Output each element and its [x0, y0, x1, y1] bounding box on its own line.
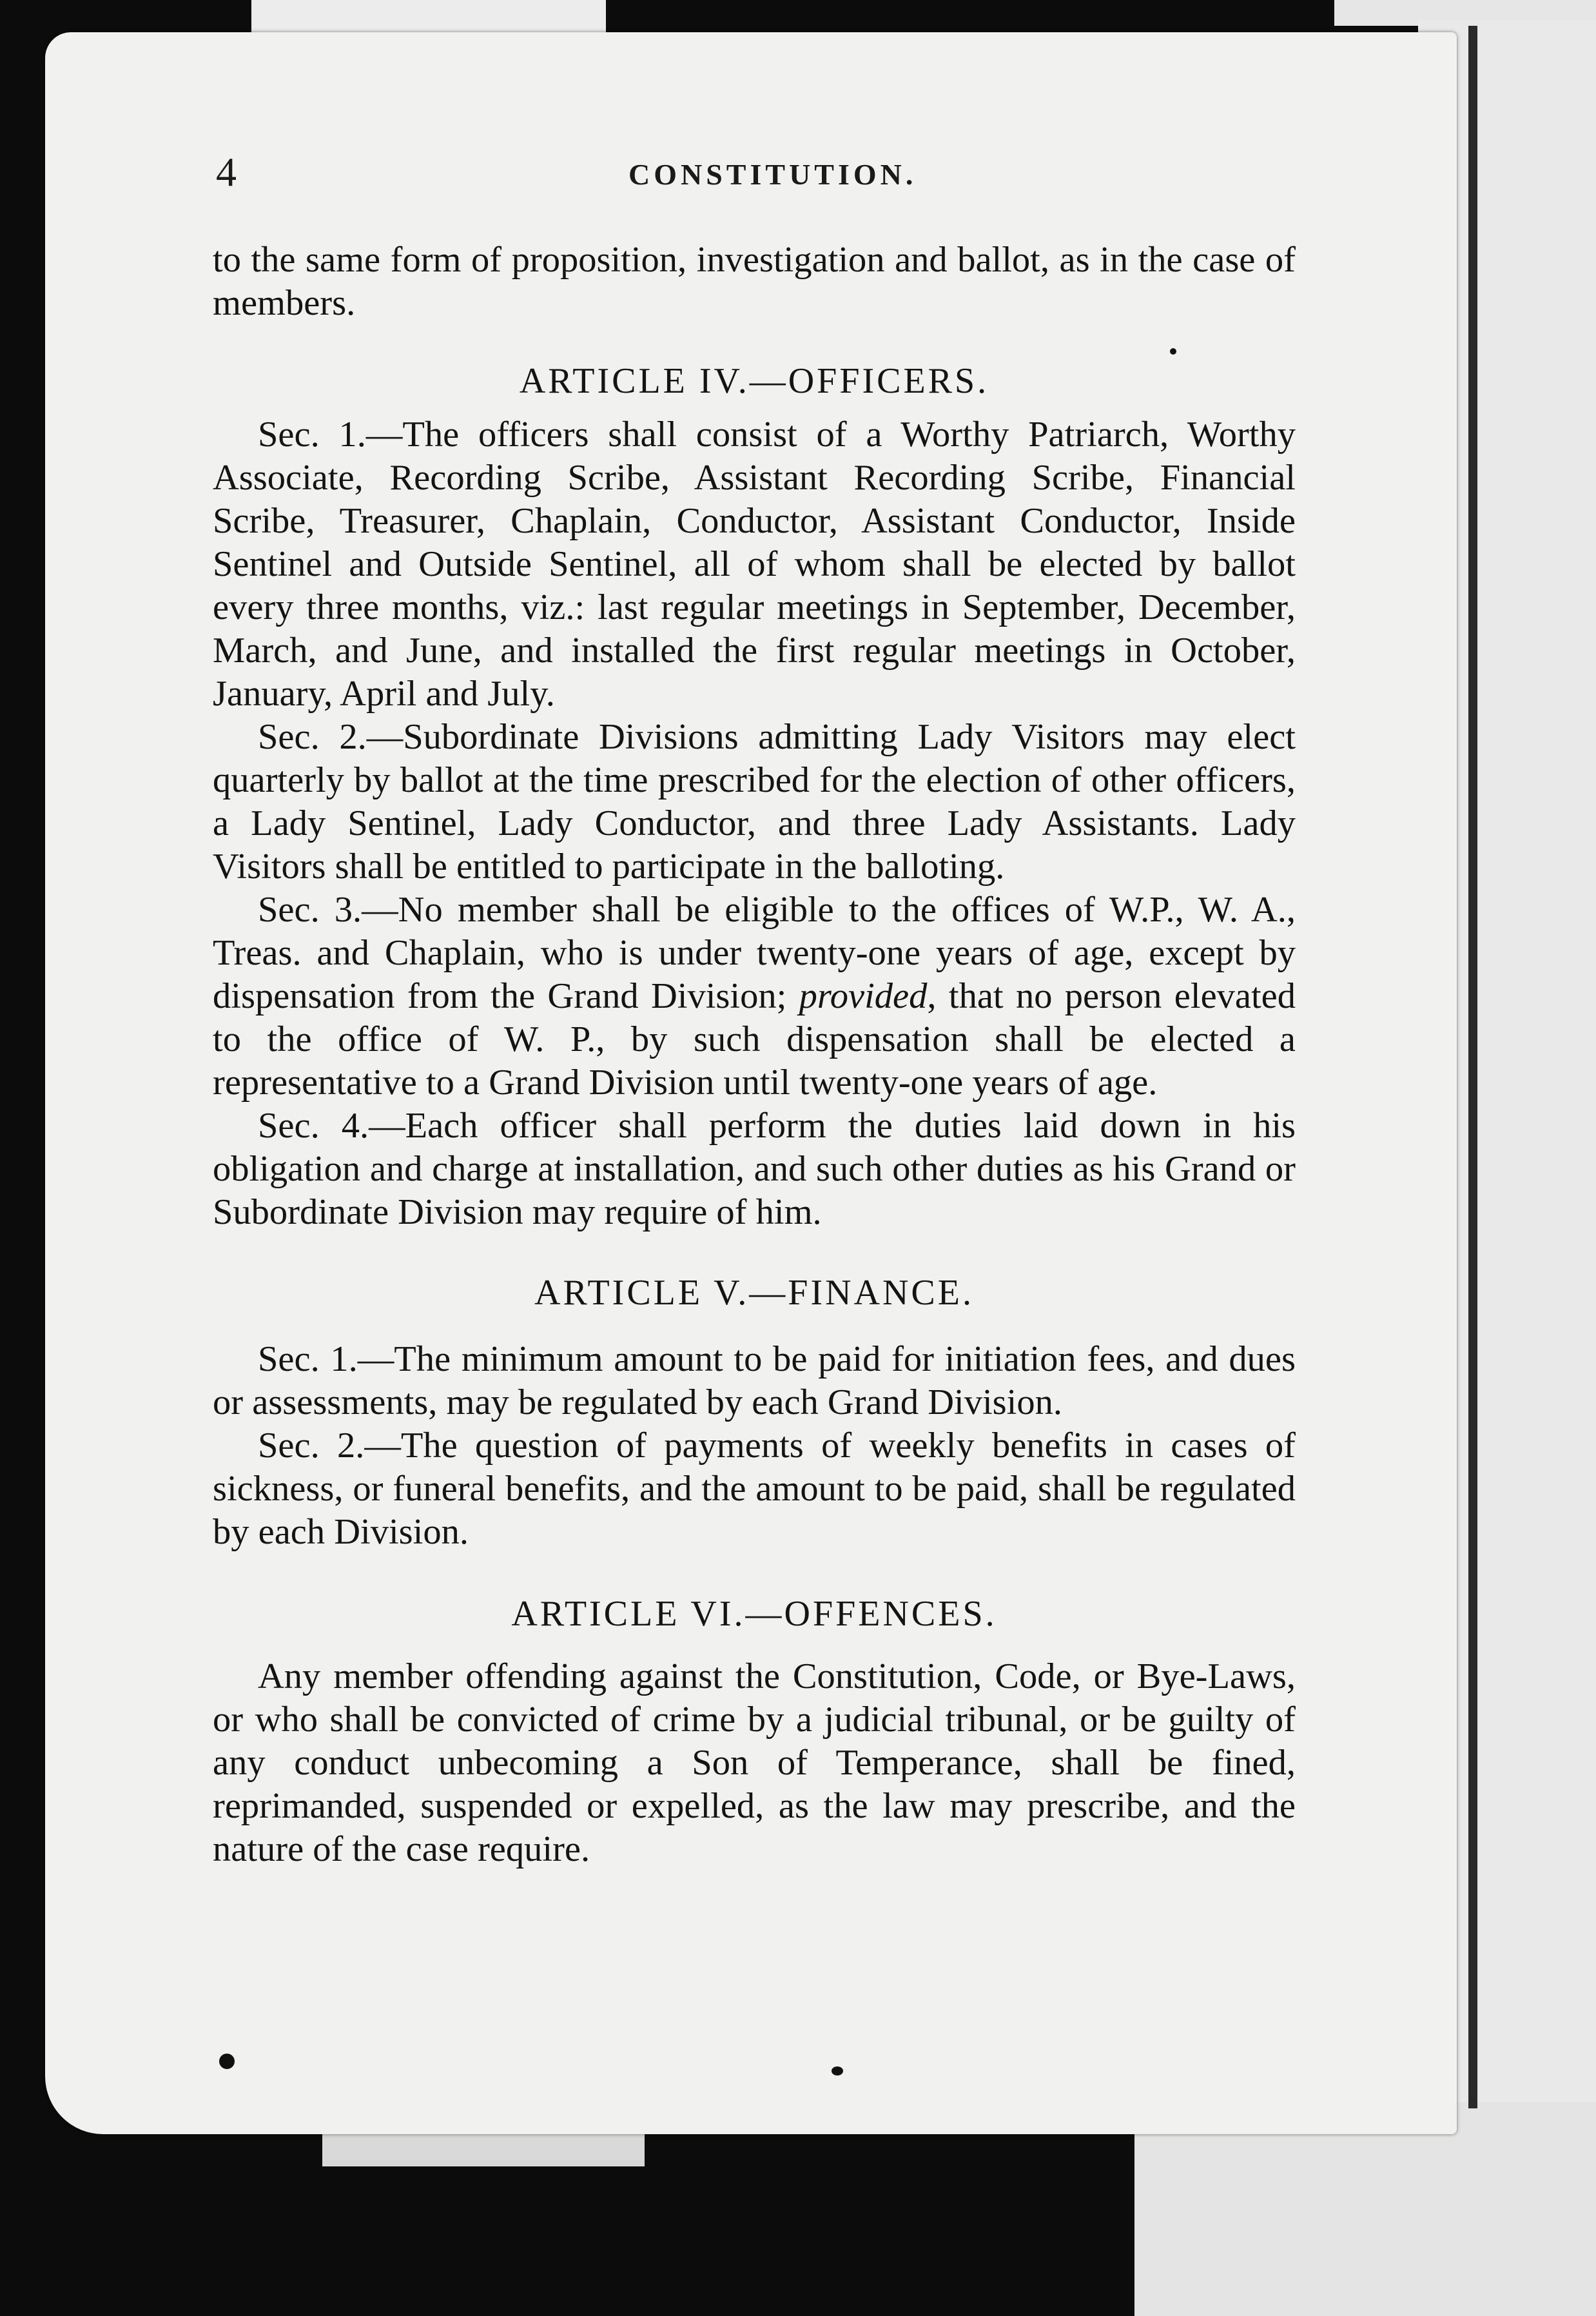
- page-number: 4: [216, 149, 237, 195]
- ink-speck: [1170, 348, 1176, 355]
- article-heading: ARTICLE IV.—OFFICERS.: [519, 361, 989, 401]
- continuation-paragraph: to the same form of proposition, investigation and ballot, as in the case of members.: [213, 240, 1296, 323]
- running-head: CONSTITUTION.: [628, 158, 917, 191]
- section-paragraph: Sec. 4.—Each officer shall perform the duties laid down in his obligation and charge at installation, and such other duties as his Grand or Subordinate Division may require of him.: [213, 1106, 1296, 1232]
- section-paragraph: Sec. 2.—Subordinate Divisions admitting Lady Visitors may elect quarterly by ballot at the time prescribed for the election of other officers, a Lady Sentinel, Lady Conductor, and three Lady Assistants. Lady Visitors shall be entitled to participate in the balloting.: [213, 717, 1296, 887]
- page-body: [213, 239, 1296, 1871]
- section-paragraph: Sec. 2.—The question of payments of weekly benefits in cases of sickness, or funeral benefits, and the amount to be paid, shall be regulated by each Division.: [213, 1426, 1296, 1552]
- section-paragraph: [213, 888, 1296, 1104]
- ink-speck: [219, 2054, 235, 2069]
- page-fold-line: [1468, 26, 1477, 2108]
- article-heading: ARTICLE VI.—OFFENCES.: [511, 1594, 997, 1634]
- section-paragraph: Any member offending against the Constitution, Code, or Bye-Laws, or who shall be convicted of crime by a judicial tribunal, or be guilty of any conduct unbecoming a Son of Temperance, shall be fined, reprimanded, suspended or expelled, as the law may prescribe, and the nature of the case require.: [213, 1656, 1296, 1869]
- section-text: Sec. 3.—No member shall be eligible to the offices of W.P., W. A., Treas. and Chaplain, who is under twenty-one years of age, except by dispensation from the Grand Division;: [213, 890, 1296, 1016]
- article-heading: ARTICLE V.—FINANCE.: [534, 1273, 974, 1313]
- section-paragraph: Sec. 1.—The minimum amount to be paid for initiation fees, and dues or assessments, may be regulated by each Grand Division.: [213, 1339, 1296, 1422]
- section-text: , that no person elevated to the office of W. P., by such dispensation shall be elected a representative to a Grand Division until twenty-one years of age.: [213, 976, 1296, 1103]
- ink-speck: [832, 2066, 843, 2076]
- page-header: [216, 148, 1312, 226]
- document-page: [45, 32, 1457, 2134]
- italic-word: provided: [799, 976, 928, 1016]
- section-paragraph: Sec. 1.—The officers shall consist of a Worthy Patriarch, Worthy Associate, Recording Scribe, Assistant Recording Scribe, Financial Scribe, Treasurer, Chaplain, Conductor, Assistant Conductor, Inside Sentinel and Outside Sentinel, all of whom shall be elected by ballot every three months, viz.: last regular meetings in September, December, March, and June, and installed the first regular meetings in October, January, April and July.: [213, 415, 1296, 714]
